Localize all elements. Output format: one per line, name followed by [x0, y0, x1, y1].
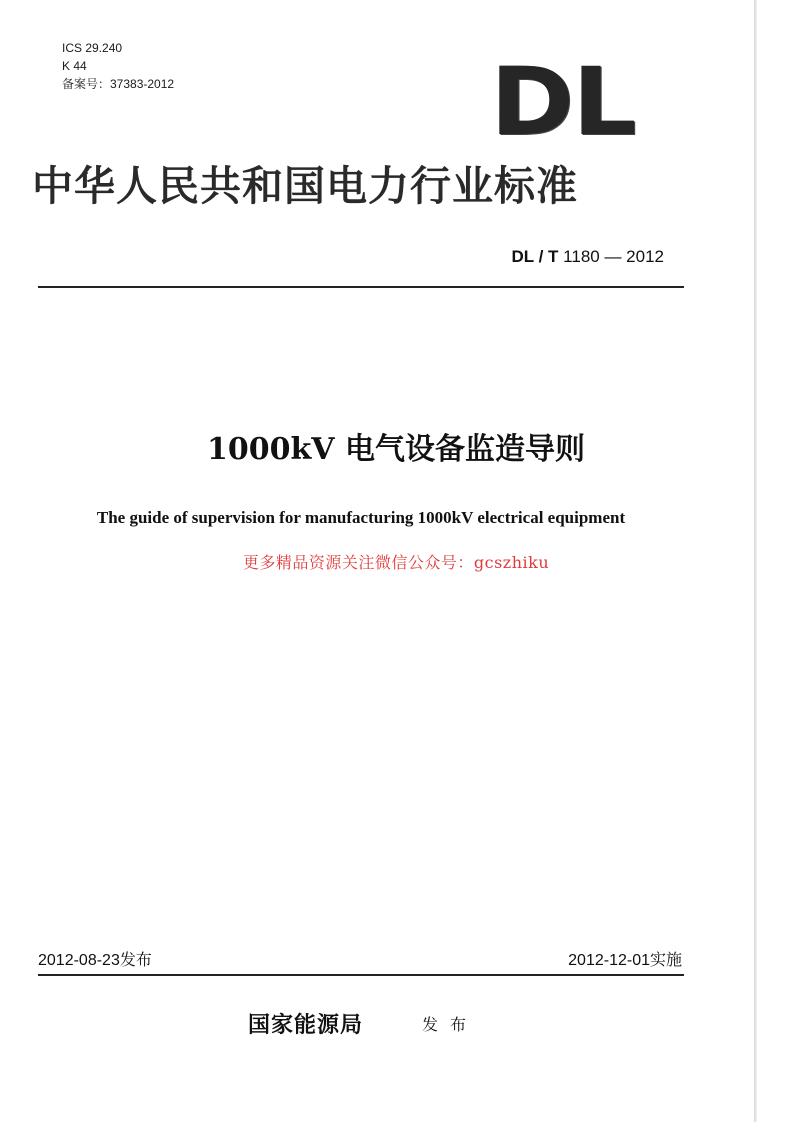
scan-edge	[754, 0, 757, 1122]
publish-date: 2012-08-23发布	[38, 952, 152, 969]
watermark-text: 更多精品资源关注微信公众号：gcszhiku	[242, 553, 550, 572]
record-number: 备案号：37383-2012	[62, 77, 175, 91]
implementation-date: 2012-12-01实施	[568, 952, 682, 969]
bottom-divider	[38, 974, 684, 976]
top-divider	[38, 286, 684, 288]
publish-label: 发布	[422, 1017, 479, 1034]
document-title-cn: 1000kV 电气设备监造导则	[206, 432, 585, 467]
classification-code: K 44	[62, 59, 87, 73]
ics-code: ICS 29.240	[62, 41, 123, 55]
dl-logo: DL	[490, 48, 635, 157]
standard-code-number: 1180 — 2012	[563, 247, 664, 266]
document-title-en: The guide of supervision for manufacturing 1000kV electrical equipment	[96, 508, 626, 527]
publisher-name: 国家能源局	[248, 1012, 364, 1038]
standard-type-heading: 中华人民共和国电力行业标准	[32, 162, 578, 210]
standard-code-prefix: DL / T	[511, 247, 559, 266]
standard-code	[512, 246, 664, 268]
